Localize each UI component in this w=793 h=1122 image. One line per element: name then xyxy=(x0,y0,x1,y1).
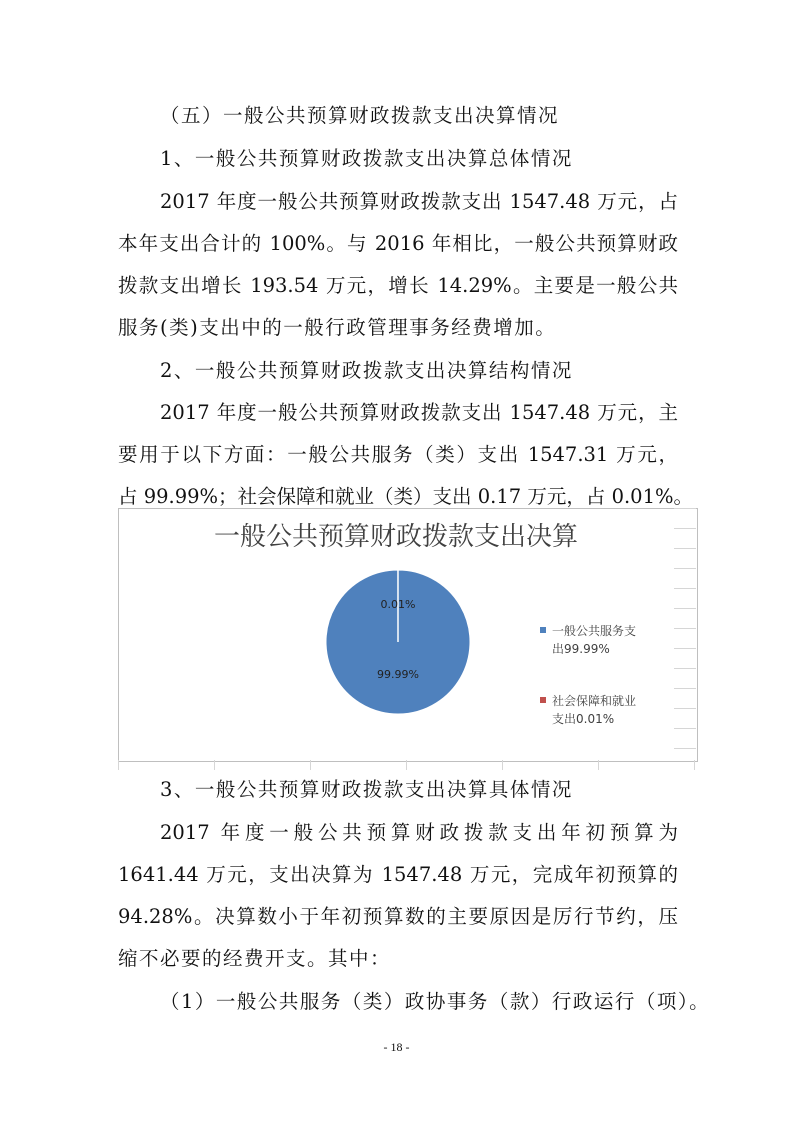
legend-swatch-blue xyxy=(540,627,546,633)
page-number: - 18 - xyxy=(383,1040,410,1054)
paragraph-line: 本年支出合计的 100%。与 2016 年相比，一般公共预算财政 xyxy=(118,232,678,255)
subsection-heading-2: 2、一般公共预算财政拨款支出决算结构情况 xyxy=(160,359,573,382)
paragraph-line: 占 99.99%；社会保障和就业（类）支出 0.17 万元，占 0.01%。 xyxy=(118,485,694,508)
spreadsheet-grid xyxy=(118,760,696,770)
legend-label: 出99.99% xyxy=(552,642,610,656)
spreadsheet-grid xyxy=(674,508,696,760)
paragraph-line: 2017 年度一般公共预算财政拨款支出 1547.48 万元，主 xyxy=(160,401,678,424)
paragraph-line: 拨款支出增长 193.54 万元，增长 14.29%。主要是一般公共 xyxy=(118,274,678,297)
pie-data-label: 99.99% xyxy=(377,668,419,681)
list-item-heading: （1）一般公共服务（类）政协事务（款）行政运行（项）。 xyxy=(160,990,711,1013)
paragraph-line: 2017 年度一般公共预算财政拨款支出年初预算为 xyxy=(160,821,678,844)
legend-swatch-red xyxy=(540,697,546,703)
paragraph-line: 缩不必要的经费开支。其中： xyxy=(118,947,392,970)
legend-label: 一般公共服务支 xyxy=(552,624,637,638)
paragraph-line: 1641.44 万元，支出决算为 1547.48 万元，完成年初预算的 xyxy=(118,863,678,886)
pie-data-label: 0.01% xyxy=(380,598,416,611)
pie-chart xyxy=(318,562,478,722)
paragraph-line: 2017 年度一般公共预算财政拨款支出 1547.48 万元，占 xyxy=(160,190,678,213)
legend-label: 支出0.01% xyxy=(552,712,615,726)
legend-label: 社会保障和就业 xyxy=(552,694,637,708)
paragraph-line: 94.28%。决算数小于年初预算数的主要原因是厉行节约，压 xyxy=(118,905,678,928)
subsection-heading-1: 1、一般公共预算财政拨款支出决算总体情况 xyxy=(160,147,573,170)
paragraph-line: 要用于以下方面：一般公共服务（类）支出 1547.31 万元， xyxy=(118,443,678,466)
chart-title: 一般公共预算财政拨款支出决算 xyxy=(213,522,578,552)
legend-item-general-public-services xyxy=(540,622,636,658)
section-heading: （五）一般公共预算财政拨款支出决算情况 xyxy=(160,104,560,127)
legend-item-social-security xyxy=(540,692,636,728)
subsection-heading-3: 3、一般公共预算财政拨款支出决算具体情况 xyxy=(160,778,573,801)
paragraph-line: 服务(类)支出中的一般行政管理事务经费增加。 xyxy=(118,316,557,339)
